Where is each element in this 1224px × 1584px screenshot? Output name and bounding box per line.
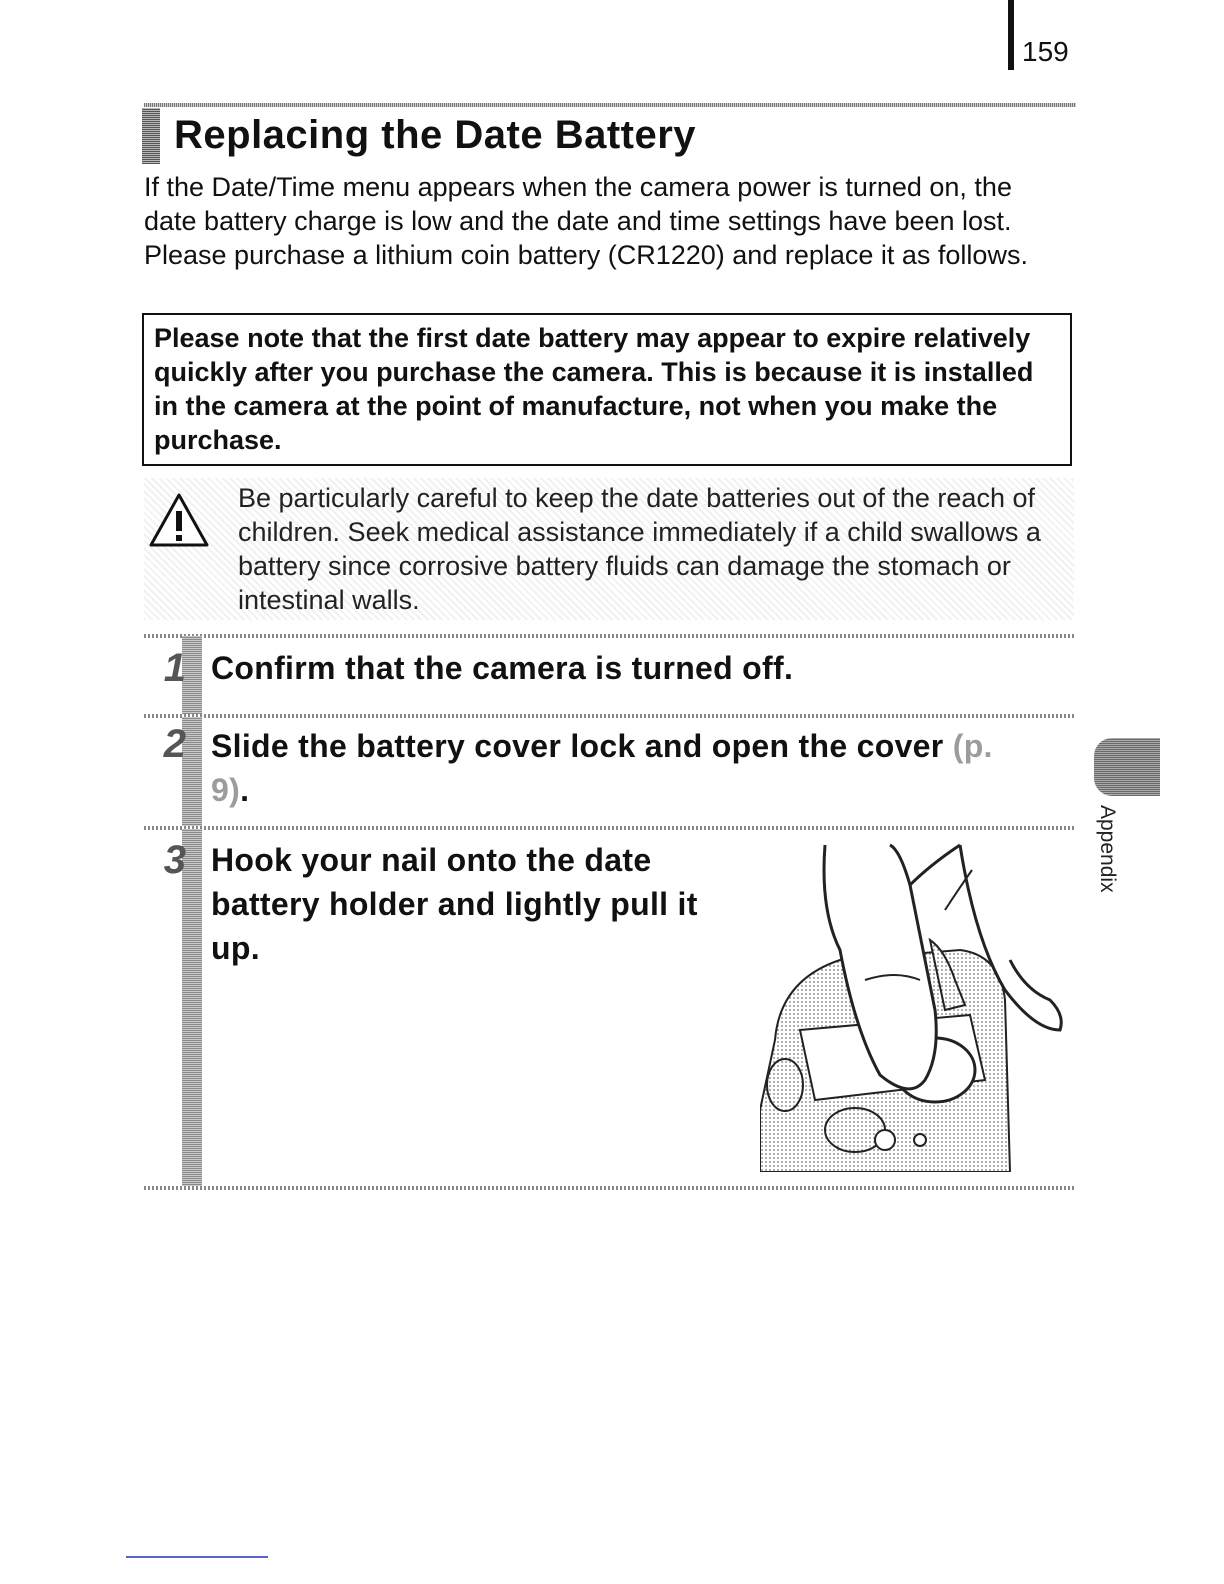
steps-top-rule: [144, 634, 1076, 638]
title-rule: [144, 103, 1076, 107]
side-tab-label: Appendix: [1096, 805, 1119, 893]
page-reference-link[interactable]: (p. 9): [211, 728, 993, 808]
step-2-label: Slide the battery cover lock and open the cover: [211, 728, 944, 764]
step-number: 2: [163, 722, 186, 766]
appendix-tab-marker: [1094, 738, 1160, 796]
step-divider: [144, 826, 1076, 830]
camera-battery-illustration: [760, 840, 1075, 1172]
caution-text: Be particularly careful to keep the date batteries out of the reach of children. Seek medical assistance immediately if a child swallows a battery since corrosive battery fluids can damage the stomach or intestinal walls.: [238, 483, 1041, 615]
footer-rule: [126, 1556, 268, 1558]
step-number: 1: [163, 646, 186, 690]
steps-bottom-rule: [144, 1186, 1076, 1190]
warning-triangle-icon: [148, 492, 210, 548]
title-marker: [142, 108, 160, 164]
page-number-bar: [1008, 0, 1014, 70]
step-divider: [144, 714, 1076, 718]
step-1-text: Confirm that the camera is turned off.: [211, 650, 794, 686]
step-number: 3: [163, 838, 186, 882]
step-3-text: Hook your nail onto the date battery holder and lightly pull it up.: [211, 842, 698, 966]
step-2-end: .: [240, 772, 250, 808]
page-number: 159: [1022, 36, 1069, 67]
intro-paragraph: If the Date/Time menu appears when the camera power is turned on, the date battery charge is low and the date and time settings have been lost. Please purchase a lithium coin battery (CR1220) and replace it as follows.: [144, 172, 1028, 270]
page-title: Replacing the Date Battery: [174, 113, 697, 157]
step-2-text: [211, 724, 1011, 812]
note-box: Please note that the first date battery may appear to expire relatively quickly after you purchase the camera. This is because it is installed in the camera at the point of manufacture, not when you make the purchase.: [142, 313, 1072, 466]
